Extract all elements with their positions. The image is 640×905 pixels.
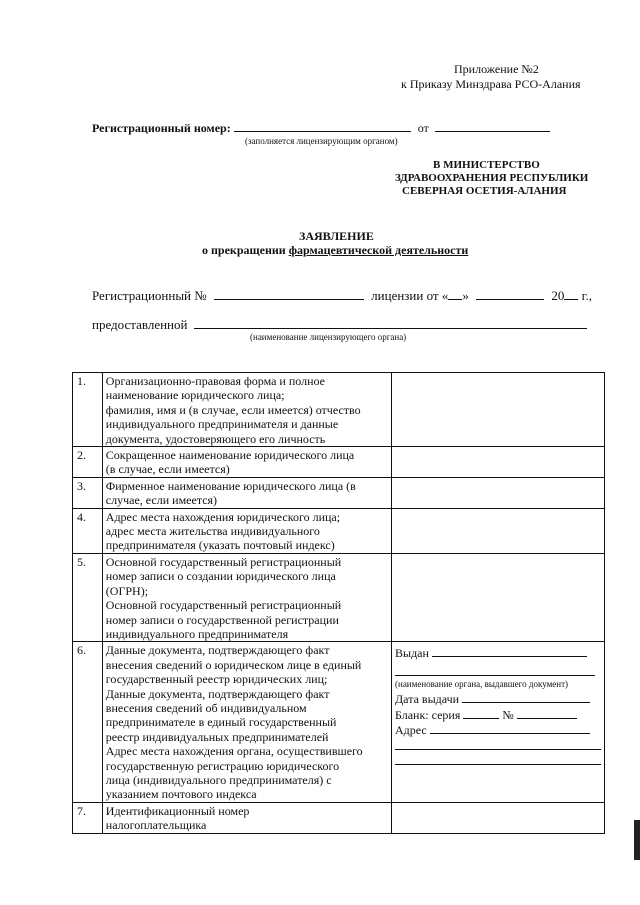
row-text: Сокращенное наименование юридического лица: [105, 448, 355, 463]
row-text: налогоплательщика: [105, 818, 207, 833]
row-text: номер записи о создании юридического лица: [105, 569, 336, 584]
table-row: [73, 508, 605, 553]
row-number: 4.: [73, 508, 103, 553]
addressee-line-2: ЗДРАВООХРАНЕНИЯ РЕСПУБЛИКИ: [395, 172, 589, 184]
issuer-note: (наименование органа, выдавшего документ): [395, 678, 569, 689]
row-description: [102, 447, 391, 478]
row-number: 2.: [73, 447, 103, 478]
registration-number-field[interactable]: [234, 120, 411, 132]
issued-field[interactable]: [432, 645, 587, 657]
row-text: государственный реестр юридических лиц;: [105, 672, 328, 687]
scan-edge-mark: [634, 820, 640, 860]
table-row: [73, 447, 605, 478]
row-text: адрес места жительства индивидуального: [105, 524, 320, 539]
row-text: внесения сведений о юридическом лице в единый: [105, 657, 362, 672]
issued-label: Выдан: [395, 646, 429, 661]
row-text: Идентификационный номер: [105, 803, 250, 818]
document-title: ЗАЯВЛЕНИЕ: [299, 229, 374, 243]
row-text: государственную регистрацию юридического: [105, 758, 340, 773]
row-text: Основной государственный регистрационный: [105, 554, 342, 569]
addressee-line-3: СЕВЕРНАЯ ОСЕТИЯ-АЛАНИЯ: [402, 185, 567, 197]
table-row: [73, 373, 605, 447]
row-description: [102, 508, 391, 553]
row-text: фамилия, имя и (в случае, если имеется) отчество: [105, 402, 361, 417]
row-text: (ОГРН);: [105, 583, 149, 598]
issue-date-row: [395, 691, 601, 706]
license-quote-close: »: [462, 288, 469, 303]
issue-date-label: Дата выдачи: [395, 692, 460, 707]
table-row: [73, 477, 605, 508]
row-number: 3.: [73, 477, 103, 508]
license-reg-field[interactable]: [214, 288, 364, 300]
license-day-field[interactable]: [448, 288, 462, 300]
registration-from-label: от: [417, 121, 429, 135]
form-number-field[interactable]: [517, 707, 577, 719]
row-description: [102, 477, 391, 508]
issued-row: [395, 645, 601, 660]
row-value-cell[interactable]: [392, 508, 605, 553]
issue-date-field[interactable]: [462, 691, 590, 703]
row-description: [102, 642, 391, 802]
row-text: предпринимателя (указать почтовый индекс): [105, 538, 335, 553]
license-year-prefix: 20: [551, 288, 565, 303]
application-table: [72, 372, 605, 834]
row-value-cell[interactable]: [392, 373, 605, 447]
table-row: [73, 642, 605, 802]
form-number-label: №: [502, 707, 514, 722]
provided-field[interactable]: [194, 317, 587, 329]
row-text: предпринимателе в единый государственный: [105, 715, 337, 730]
row-value-cell[interactable]: [392, 802, 605, 833]
license-month-field[interactable]: [476, 288, 544, 300]
form-series-label: Бланк: серия: [395, 707, 461, 722]
row-text: Основной государственный регистрационный: [105, 598, 342, 613]
row-value-cell[interactable]: [392, 447, 605, 478]
address-line-2[interactable]: [395, 737, 601, 750]
order-reference: к Приказу Минздрава РСО-Алания: [401, 77, 581, 91]
row-text: Данные документа, подтверждающего факт: [105, 643, 330, 658]
registration-number-row: [92, 120, 550, 136]
provided-row: [92, 317, 587, 333]
row-text: Данные документа, подтверждающего факт: [105, 686, 330, 701]
row-text: указанием почтового индекса: [105, 787, 257, 802]
row-text: номер записи о государственной регистрации: [105, 612, 339, 627]
row-text: индивидуального предпринимателя: [105, 626, 289, 641]
row-text: случае, если имеется): [105, 493, 218, 508]
row-text: Адрес места нахождения органа, осуществившего: [105, 744, 363, 759]
table-row: [73, 553, 605, 641]
row-text: Адрес места нахождения юридического лица;: [105, 509, 341, 524]
address-label: Адрес: [395, 722, 427, 737]
address-line-3[interactable]: [395, 752, 601, 765]
row-text: наименование юридического лица;: [105, 388, 285, 403]
license-year-suffix: г.,: [581, 288, 592, 303]
license-year-field[interactable]: [564, 288, 578, 300]
subtitle-underlined: фармацевтической деятельности: [288, 243, 469, 257]
row-text: внесения сведений об индивидуальном: [105, 700, 307, 715]
registration-number-label: Регистрационный номер:: [92, 121, 231, 135]
document-subtitle: [202, 243, 468, 258]
table-row: [73, 802, 605, 833]
row-number: 7.: [73, 802, 103, 833]
row-text: документа, удостоверяющего его личность: [105, 431, 326, 446]
address-row: [395, 722, 601, 737]
row-value-cell[interactable]: [392, 553, 605, 641]
registration-document-cell: [392, 642, 605, 802]
license-reg-label: Регистрационный №: [92, 288, 207, 303]
addressee-line-1: В МИНИСТЕРСТВО: [433, 159, 540, 171]
row-text: индивидуального предпринимателя и данные: [105, 417, 339, 432]
form-series-row: [395, 707, 601, 722]
row-description: [102, 802, 391, 833]
row-description: [102, 373, 391, 447]
issuer-line[interactable]: [395, 663, 595, 676]
row-number: 6.: [73, 642, 103, 802]
registration-note: (заполняется лицензирующим органом): [245, 136, 398, 146]
row-text: лица (индивидуального предпринимателя) с: [105, 772, 332, 787]
row-description: [102, 553, 391, 641]
row-text: Организационно-правовая форма и полное: [105, 374, 325, 388]
appendix-number: Приложение №2: [454, 62, 539, 76]
license-from-label: лицензии от «: [371, 288, 449, 303]
row-number: 1.: [73, 373, 103, 447]
row-text: реестр индивидуальных предпринимателей: [105, 729, 329, 744]
row-value-cell[interactable]: [392, 477, 605, 508]
subtitle-prefix: о прекращении: [202, 243, 286, 257]
row-number: 5.: [73, 553, 103, 641]
address-field[interactable]: [430, 722, 590, 734]
form-series-field[interactable]: [463, 707, 499, 719]
provided-note: (наименование лицензирующего органа): [250, 332, 407, 342]
registration-date-field[interactable]: [435, 120, 550, 132]
license-line: [92, 288, 592, 304]
row-text: Фирменное наименование юридического лица (в: [105, 478, 356, 493]
provided-label: предоставленной: [92, 317, 188, 332]
row-text: (в случае, если имеется): [105, 462, 230, 477]
